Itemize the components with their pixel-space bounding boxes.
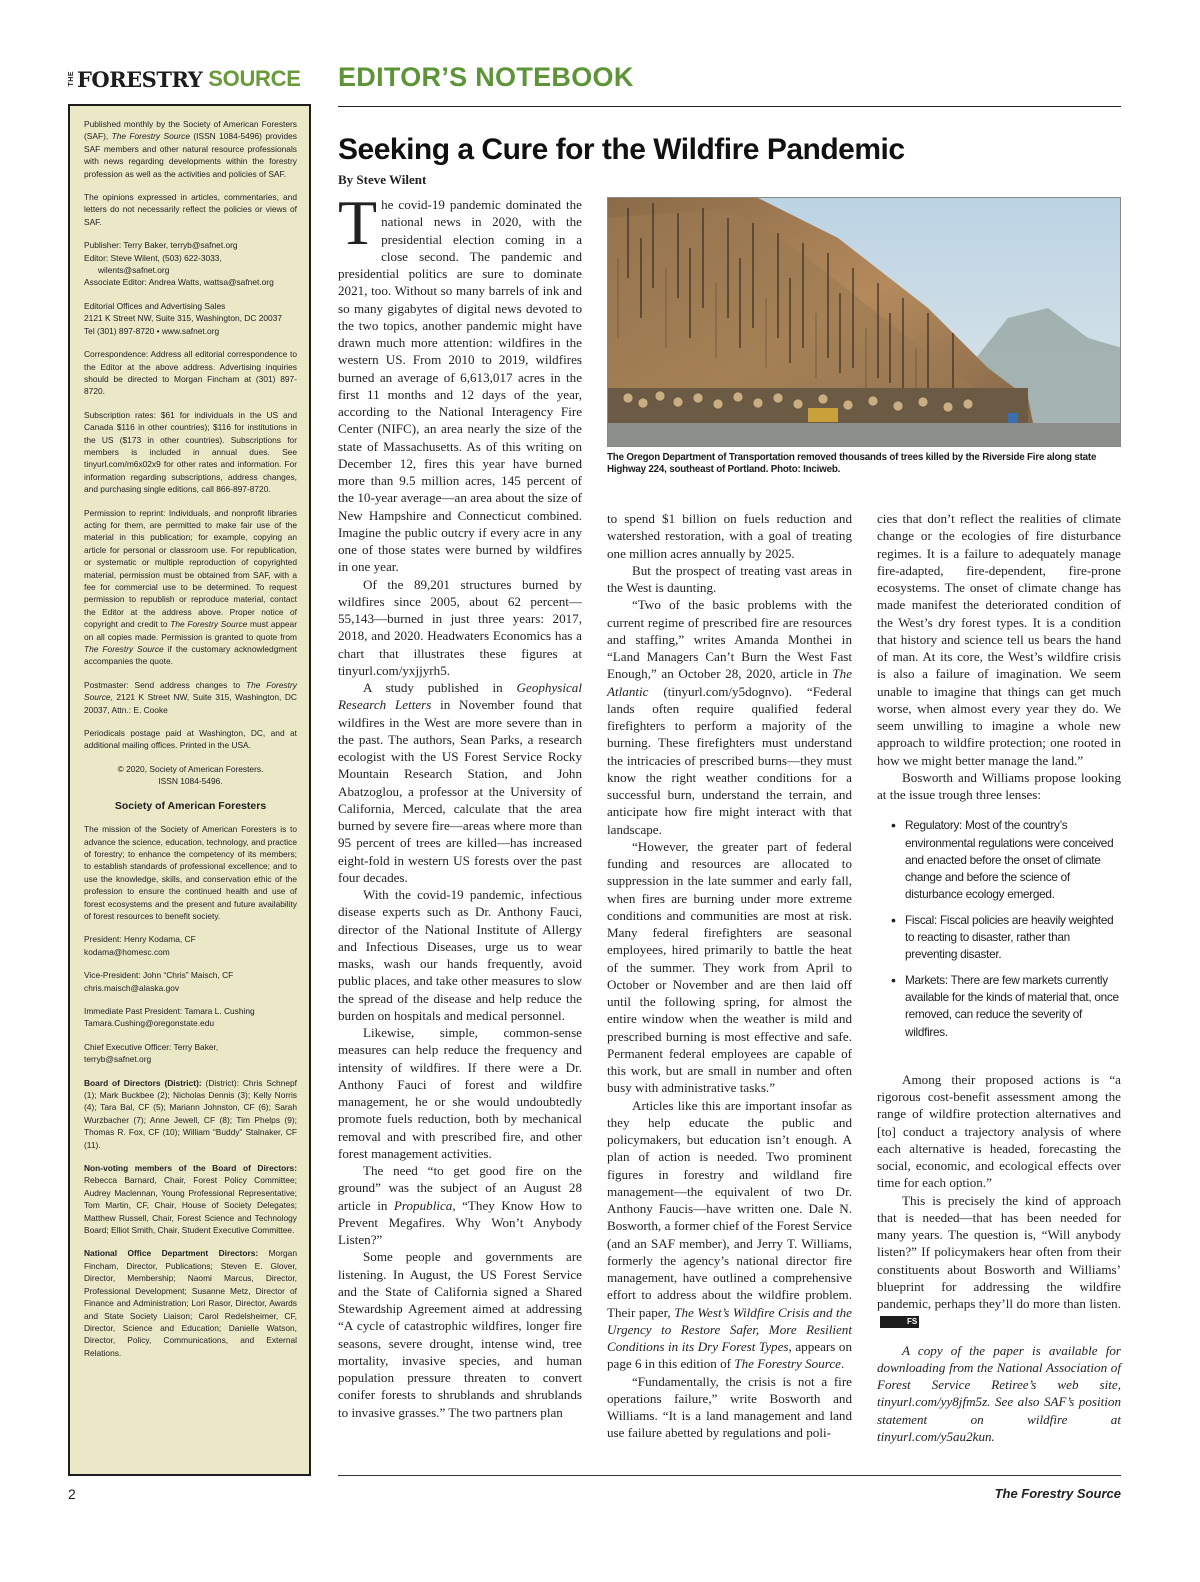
article-paragraph: Likewise, simple, common-sense measures can help reduce the frequency and intensity of wildfires. If there were a Dr. Anthony Fauci of forest and wildfire management, he or she would undoubtedly promote fuels reduction, both by mechanical removal and with prescribed fire, and other forest management activities.: [338, 1025, 582, 1161]
sidebar-subscriptions: Subscription rates: $61 for individuals in the US and Canada $116 in other countries); $116 for institutions in the US ($173 in other countries). Subscriptions for members is included in annual dues. See tinyurl.com/m6x02x9 for other rates and information. For information regarding subscriptions, address changes, and purchasing single editions, call 866-897-8720.: [84, 409, 297, 495]
sidebar-permission: Permission to reprint: Individuals, and nonprofit libraries acting for them, are permitted to make fair use of the material in this publication; for example, copying an article for personal or classroom use. For republication, or systematic or multiple reproduction of copyrighted material, permission must be obtained from SAF, with a fee for commercial use to be determined. To request permission to republish or reproduce material, contact the Editor at the address above. Proper notice of copyright and credit to The Forestry Source must appear on all copies made. Permission is granted to quote from The Forestry Source if the customary acknowledgment accompanies the quote.: [84, 507, 297, 667]
sidebar-board: Board of Directors (District): (District): Chris Schnepf (1); Mark Buckbee (2); Nicholas Dennis (3); Kelly Norris (4); Tara Bal, CF (5); Mariann Johnston, CF (6); Sarah Wurzbacher (7); Anne Jewell, CF (8); Tim Phelps (9); Thomas R. Fox, CF (10); William “Buddy” Stalnaker, CF (11).: [84, 1077, 298, 1150]
article-headline: Seeking a Cure for the Wildfire Pandemic: [338, 133, 905, 166]
article-column-2: [607, 510, 852, 1442]
burned-hillside-image: [608, 198, 1121, 447]
article-paragraph: A study published in Geophysical Research Letters in November found that wildfires in the West are more severe than in the past. The authors, Sean Parks, a research ecologist with the US Forest Service Rocky Mountain Research Station, and John Abatzoglou, a professor at the University of California, Merced, calculate that the area burned by severe fire—areas where more than 95 percent of trees are killed—has increased eight-fold in western US forests over the past four decades.: [338, 680, 582, 885]
article-paragraph: This is precisely the kind of approach that is needed—that has been needed for many years. The question is, “Will anybody listen?” If policymakers hear often from their constituents about Bosworth and Williams’ blueprint for addressing the wildfire pandemic, perhaps they’ll do more than listen.FS: [877, 1192, 1121, 1327]
article-paragraph: The need “to get good fire on the ground” was the subject of an August 28 article in Propublica, “They Know How to Prevent Megafires. Why Won’t Anybody Listen?”: [338, 1163, 582, 1247]
page-number: 2: [68, 1486, 76, 1502]
header-divider: [338, 106, 1121, 107]
article-paragraph: The covid-19 pandemic dominated the national news in 2020, with the presidential election coming in a close second. The pandemic and presidential politics are sure to dominate 2021, too. Without so many barrels of ink and so many gigabytes of digital news devoted to the two topics, another pandemic might have drawn much more attention: wildfires in the western US. From 2010 to 2019, wildfires burned an average of 6,613,017 acres in the first 11 months and 12 days of the year, according to the National Interagency Fire Center (NIFC), an area nearly the size of the state of Massachusetts. As of this writing on December 12, fires this year have burned more than 9.5 million acres, 145 percent of the 10-year average—an area about the size of New Hampshire and Connecticut combined. Imagine the public outcry if every acre in any one of those states were burned by wildfires in one year.: [338, 187, 582, 575]
article-paragraph: “Two of the basic problems with the current regime of prescribed fire are resources and staffing,” writes Amanda Monthei in “Land Managers Can’t Burn the West Fast Enough,” an October 28, 2020, article in The Atlantic (tinyurl.com/y5dognvo). “Federal lands often require qualified federal firefighters to perform a majority of the burning. These firefighters must understand the intricacies of prescribed burns—they must know the right weather conditions for a successful burn, understand the terrain, and anticipate how fire might interact with that landscape.: [607, 597, 852, 837]
sidebar-offices: Editorial Offices and Advertising Sales 2121 K Street NW, Suite 315, Washington, DC 20037 Tel (301) 897-8720 • www.safnet.org: [84, 300, 283, 336]
article-paragraph: “Fundamentally, the crisis is not a fire operations failure,” write Bosworth and Williams. “It is a land management and land use failure abetted by regulations and poli-: [607, 1373, 852, 1441]
article-paragraph: Of the 89,201 structures burned by wildfires since 2005, about 62 percent—55,143—burned in just three years: 2017, 2018, and 2020. Headwaters Economics has a chart that illustrates these figures at tinyurl.com/yxjjyrh5.: [338, 576, 582, 678]
article-paragraph: Among their proposed actions is “a rigorous cost-benefit assessment among the range of wildfire protection alternatives and [to] conduct a trajectory analysis of where each alternative is headed, forecasting the social, economic, and ecological effects over time for each option.”: [877, 1071, 1121, 1191]
article-paragraph: cies that don’t reflect the realities of climate change or the ecologies of fire disturbance regimes. It is a failure to adequately manage fire-adapted, fire-dependent, fire-prone ecosystems. The onset of climate change has made manifest the deteriorated condition of the West’s dry forest types. It is a condition that history and science tell us bears the hand of man. At its core, the West’s wildfire crisis is also a failure of imagination. We seem unable to imagine that things can get much worse, when almost every year they do. We seem unwilling to imagine a whole new approach to wildfire protection; one rooted in how we might better manage the land.”: [877, 511, 1121, 768]
article-paragraph: “However, the greater part of federal funding and resources are allocated to suppression in the late summer and early fall, when fires are burning under more extreme conditions and communities are most at risk. Many federal firefighters are seasonal employees, hired primarily to battle the heat of the summer. They work from April to October or November and are then laid off until the following spring, for almost the entire window when the weather is mild and prescribed burning is most effective and safe. Permanent federal employees are capable of this work, but are small in number and often busy with administrative tasks.”: [607, 838, 852, 1096]
sidebar-president: President: Henry Kodama, CF kodama@homesc.com: [84, 934, 196, 957]
article-column-1: [338, 187, 582, 1421]
end-mark-icon: FS: [880, 1316, 919, 1328]
article-column-3: [877, 510, 1121, 1445]
photo-caption: The Oregon Department of Transportation removed thousands of trees killed by the Riverside Fire along state Highway 224, southeast of Portland. Photo: Inciweb.: [607, 452, 1097, 476]
article-paragraph: Articles like this are important insofar as they help educate the public and policymakers, but education isn’t enough. A plan of action is needed. Two prominent figures in forestry and wildland fire management—the equivalent of two Dr. Anthony Faucis—have written one. Dale N. Bosworth, a former chief of the Forest Service (and an SAF member), and Jerry T. Williams, formerly the agency’s national director fire management, have outlined a comprehensive effort to address about the wildfire problem. Their paper, The West’s Wildfire Crisis and the Urgency to Restore Safer, More Resilient Conditions in its Dry Forest Types, appears on page 6 in this edition of The Forestry Source.: [607, 1097, 852, 1372]
sidebar-staff: Publisher: Terry Baker, terryb@safnet.org Editor: Steve Wilent, (503) 622-3033, wilents@safnet.org Associate Editor: Andrea Watts, wattsa@safnet.org: [84, 240, 274, 288]
article-paragraph: With the covid-19 pandemic, infectious disease experts such as Dr. Anthony Fauci, director of the National Institute of Allergy and Infectious Diseases, urge us to wear masks, wash our hands frequently, avoid public places, and take other measures to slow the spread of the disease and help reduce the burden on hospitals and medical personnel.: [338, 887, 582, 1023]
list-item: • Fiscal: Fiscal policies are heavily weighted to reacting to disaster, rather than preventing disaster.: [891, 912, 1121, 964]
article-note: A copy of the paper is available for downloading from the National Association of Forest Service Retiree’s web site, tinyurl.com/yy8jfm5z. See also SAF’s position statement on wildfire at tinyurl.com/y5au2kun.: [877, 1342, 1121, 1444]
article-byline: By Steve Wilent: [338, 172, 427, 187]
masthead-the: THE: [68, 71, 75, 87]
sidebar-saf-heading: Society of American Foresters: [114, 799, 267, 812]
sidebar-ceo: Chief Executive Officer: Terry Baker, terryb@safnet.org: [84, 1041, 219, 1065]
masthead-source: SOURCE: [208, 66, 301, 91]
list-item: • Markets: There are few markets currently available for the kinds of material that, once removed, can reduce the severity of wildfires.: [891, 972, 1121, 1041]
sidebar-past-president: Immediate Past President: Tamara L. Cushing Tamara.Cushing@oregonstate.edu: [84, 1005, 255, 1029]
sidebar-periodicals: Periodicals postage paid at Washington, DC, and at additional mailing offices. Printed in the USA.: [84, 728, 297, 751]
footer-divider: [338, 1475, 1121, 1476]
sidebar-national-office: National Office Department Directors: Morgan Fincham, Director, Publications; Steven E. Glover, Director, Membership; Naomi Marcus, Director, Professional Development; Susanne Metz, Director of Finance and Administration; Lori Rasor, Director, Awards and State Society Liaison; Carol Redelsheimer, CF, Director, Science and Education; Danielle Watson, Director, Policy, Communications, and External Relations.: [84, 1248, 297, 1358]
masthead-logo: [68, 64, 318, 94]
list-item: • Regulatory: Most of the country’s environmental regulations were conceived and enacted before the onset of climate change and before the science of disturbance ecology emerged.: [891, 817, 1121, 903]
lenses-list: [891, 817, 1121, 1041]
sidebar-mission: The mission of the Society of American Foresters is to advance the science, education, technology, and practice of forestry; to enhance the competency of its members; to establish standards of professional excellence; and to use the knowledge, skills, and conservation ethic of the profession to ensure the continued health and use of forest ecosystems and the present and future availability of forest resources to benefit society.: [84, 824, 297, 921]
footer-publication: The Forestry Source: [994, 1486, 1121, 1501]
drop-cap: T: [338, 187, 378, 258]
section-title: EDITOR’S NOTEBOOK: [338, 62, 634, 92]
article-paragraph: But the prospect of treating vast areas in the West is daunting.: [607, 562, 852, 595]
article-paragraph: to spend $1 billion on fuels reduction and watershed restoration, with a goal of treating one million acres annually by 2025.: [607, 511, 852, 561]
article-paragraph: Some people and governments are listening. In August, the US Forest Service and the State of California signed a Shared Stewardship Agreement aimed at addressing “A cycle of catastrophic wildfires, longer fire seasons, severe drought, intense wind, tree mortality, invasive species, and human population pressure threaten to convert conifer forests to shrublands and shrublands to invasive grasses.” The two partners plan: [338, 1249, 582, 1420]
sidebar-postmaster: Postmaster: Send address changes to The Forestry Source, 2121 K Street NW, Suite 315, Washington, DC 20037, Attn.: E. Cooke: [84, 679, 297, 715]
sidebar-nonvoting: Non-voting members of the Board of Directors: Rebecca Barnard, Chair, Forest Policy Committee; Audrey Maclennan, Young Professional Representative; Tom Martin, CF, Chair, House of Society Delegates; Matthew Russell, Chair, Forest Science and Technology Board; Elliot Smith, Chair, Student Executive Committee.: [84, 1163, 297, 1236]
masthead-forestry: FORESTRY: [77, 66, 203, 92]
article-paragraph: Bosworth and Williams propose looking at the issue trough three lenses:: [877, 769, 1121, 802]
wildfire-photo: [607, 197, 1121, 447]
masthead-sidebar: [68, 104, 311, 1476]
sidebar-copyright: © 2020, Society of American Foresters. ISSN 1084-5496.: [117, 763, 264, 787]
sidebar-vice-president: Vice-President: John “Chris” Maisch, CF chris.maisch@alaska.gov: [84, 970, 234, 993]
sidebar-opinions: The opinions expressed in articles, commentaries, and letters do not necessarily reflect the policies or views of SAF.: [84, 192, 297, 227]
sidebar-correspondence: Correspondence: Address all editorial correspondence to the Editor at the above address. Advertising inquiries should be directed to Morgan Fincham at (301) 897-8720.: [84, 349, 297, 397]
sidebar-intro: Published monthly by the Society of American Foresters (SAF), The Forestry Source (ISSN 1084-5496) provides SAF members and other natural resource professionals with news regarding developments within the forestry profession as well as the activities and policies of SAF.: [84, 119, 297, 179]
